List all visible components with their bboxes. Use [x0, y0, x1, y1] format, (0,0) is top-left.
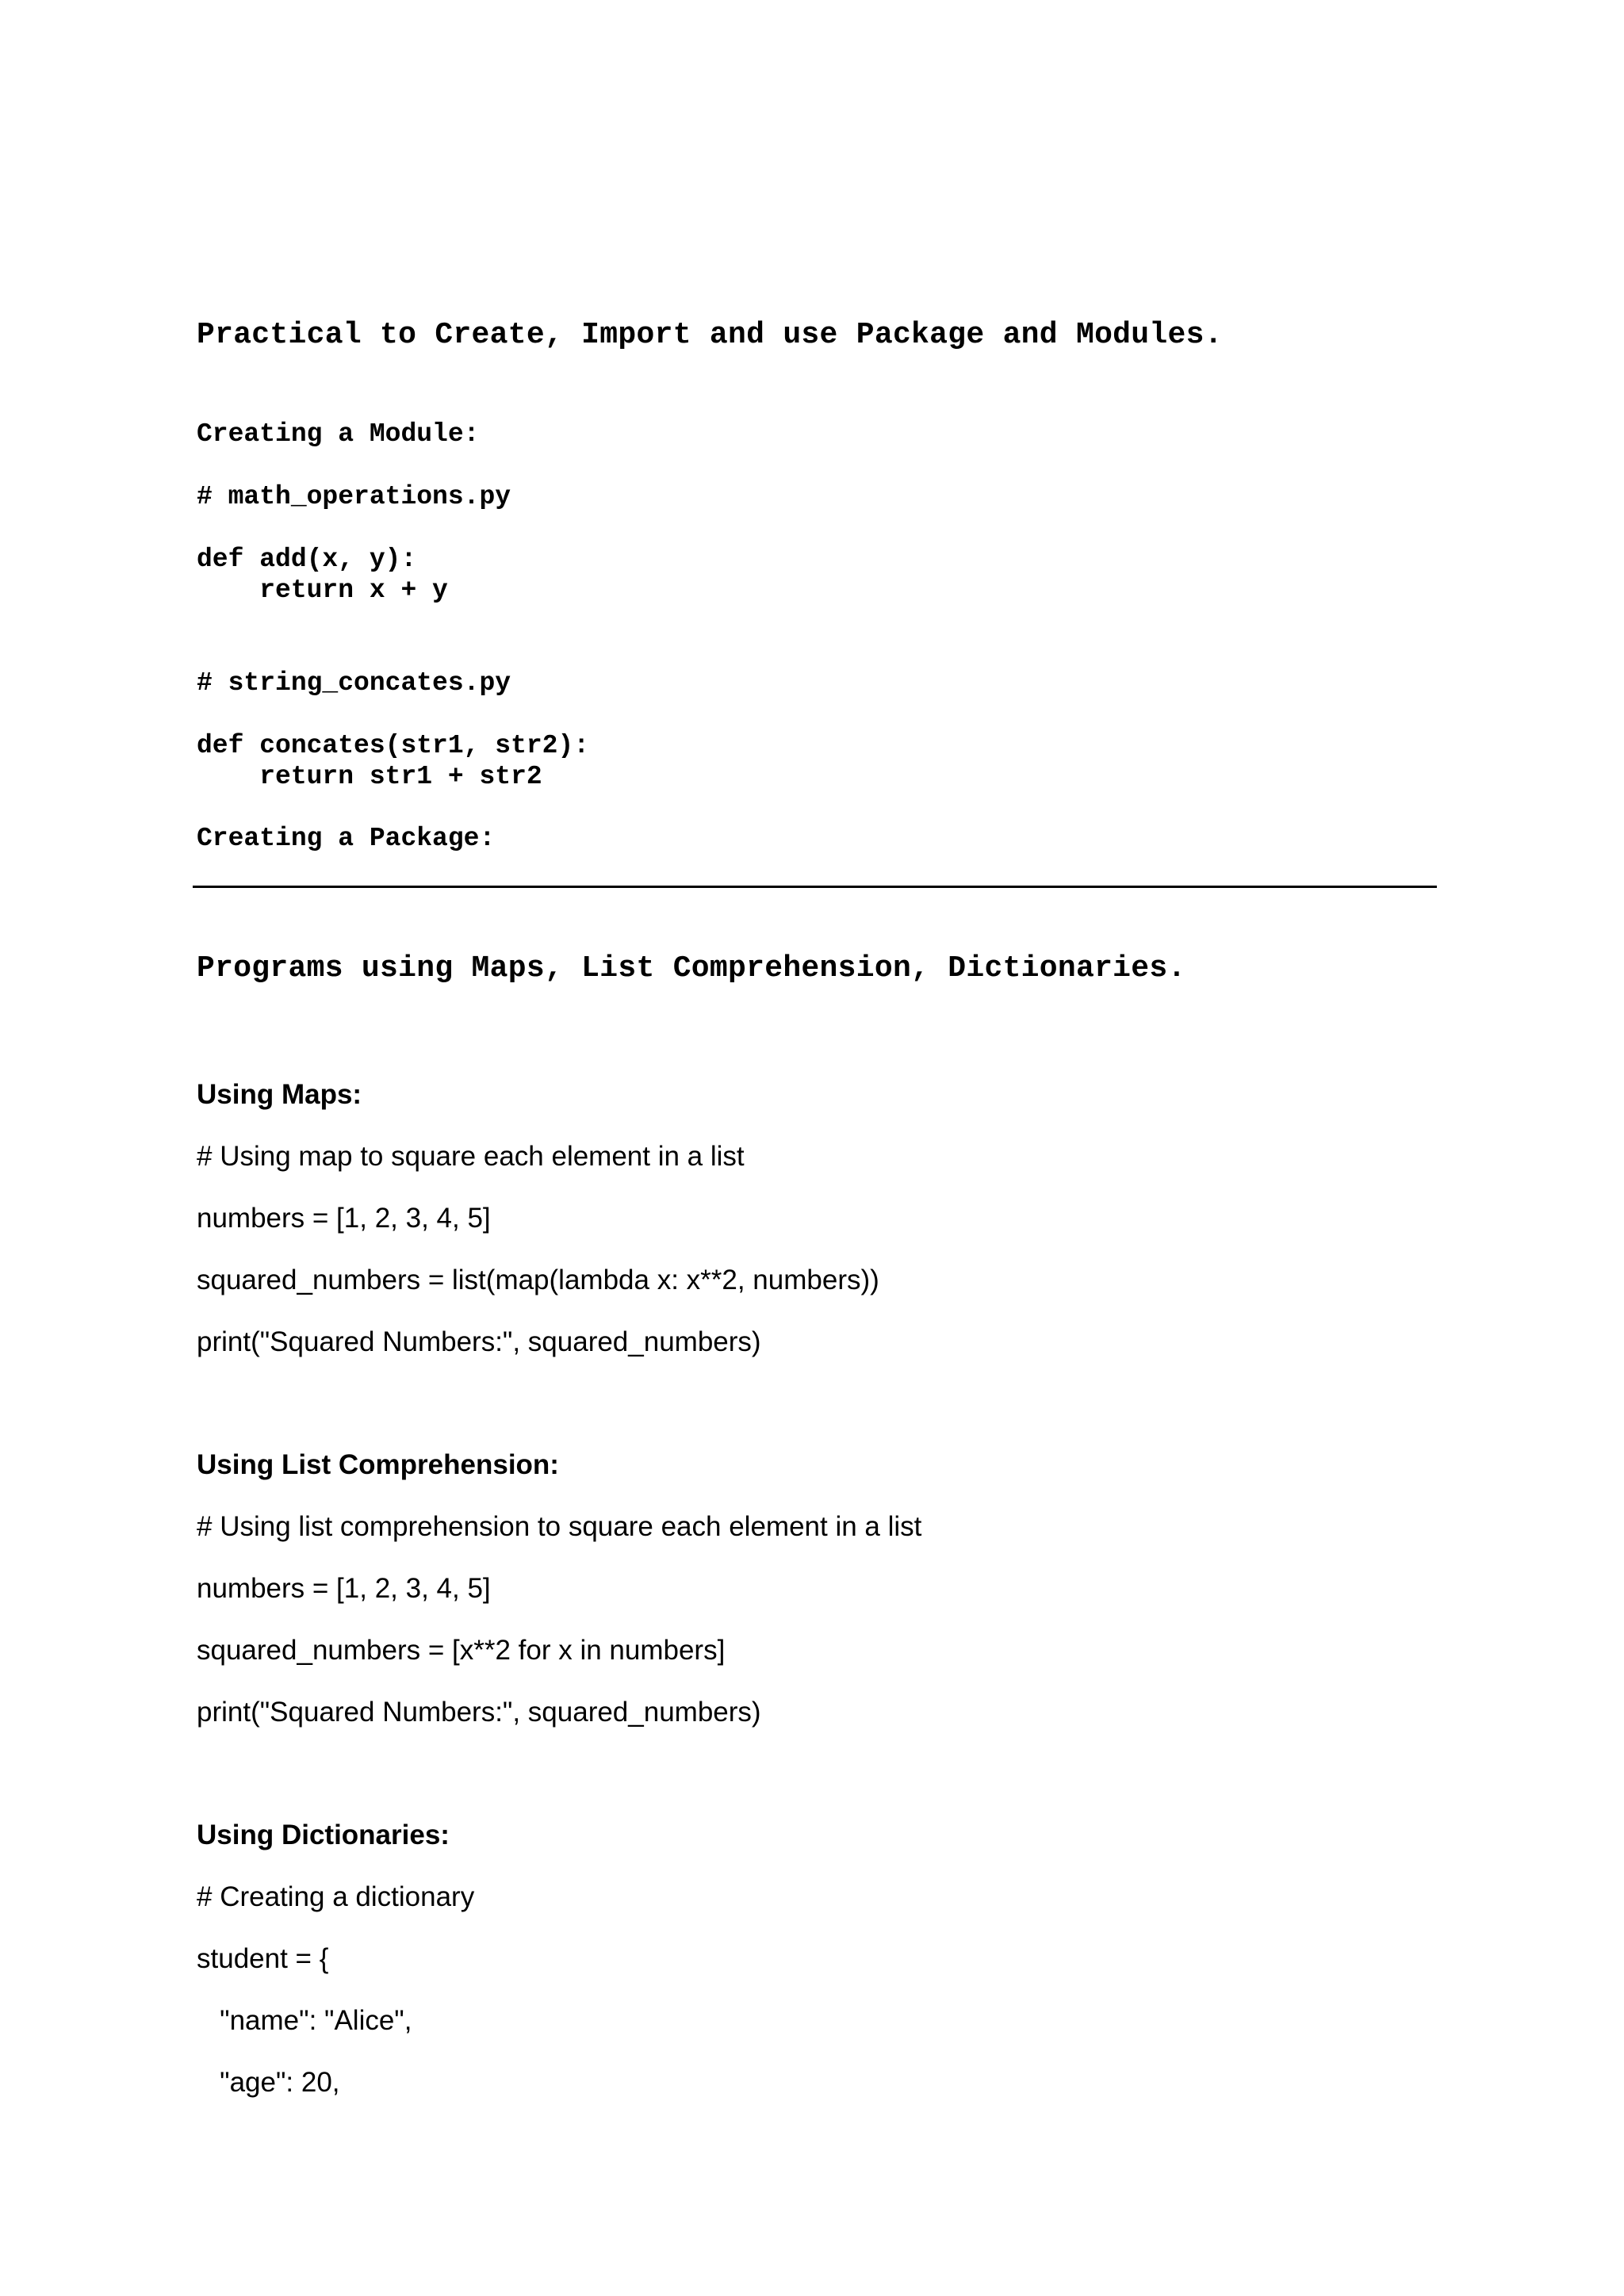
listcomp-code-squared: squared_numbers = [x**2 for x in numbers]	[197, 1635, 726, 1666]
code-line-return-concates: return str1 + str2	[197, 762, 542, 791]
heading-using-dictionaries: Using Dictionaries:	[197, 1820, 450, 1850]
code-line-return-add: return x + y	[197, 576, 448, 605]
section-divider	[193, 886, 1437, 888]
maps-code-comment: # Using map to square each element in a list	[197, 1141, 745, 1172]
section-title-packages-modules: Practical to Create, Import and use Package and Modules.	[197, 318, 1223, 352]
listcomp-code-numbers: numbers = [1, 2, 3, 4, 5]	[197, 1573, 491, 1604]
heading-creating-package: Creating a Package:	[197, 824, 496, 853]
code-line-def-concates: def concates(str1, str2):	[197, 731, 590, 760]
code-comment-math-operations: # math_operations.py	[197, 482, 511, 511]
dict-code-comment: # Creating a dictionary	[197, 1881, 475, 1912]
heading-using-maps: Using Maps:	[197, 1079, 362, 1110]
maps-code-squared: squared_numbers = list(map(lambda x: x**2, numbers))	[197, 1265, 879, 1295]
heading-using-list-comprehension: Using List Comprehension:	[197, 1449, 559, 1480]
dict-code-student-open: student = {	[197, 1943, 329, 1974]
code-comment-string-concates: # string_concates.py	[197, 668, 511, 698]
dict-code-age: "age": 20,	[197, 2067, 340, 2098]
maps-code-print: print("Squared Numbers:", squared_numbers)	[197, 1326, 761, 1357]
code-line-def-add: def add(x, y):	[197, 545, 417, 574]
maps-code-numbers: numbers = [1, 2, 3, 4, 5]	[197, 1203, 491, 1234]
dict-code-name: "name": "Alice",	[197, 2005, 412, 2036]
section-title-maps-listcomp-dicts: Programs using Maps, List Comprehension, Dictionaries.	[197, 951, 1186, 985]
listcomp-code-print: print("Squared Numbers:", squared_numbers)	[197, 1697, 761, 1728]
heading-creating-module: Creating a Module:	[197, 419, 480, 449]
listcomp-code-comment: # Using list comprehension to square each element in a list	[197, 1511, 922, 1542]
